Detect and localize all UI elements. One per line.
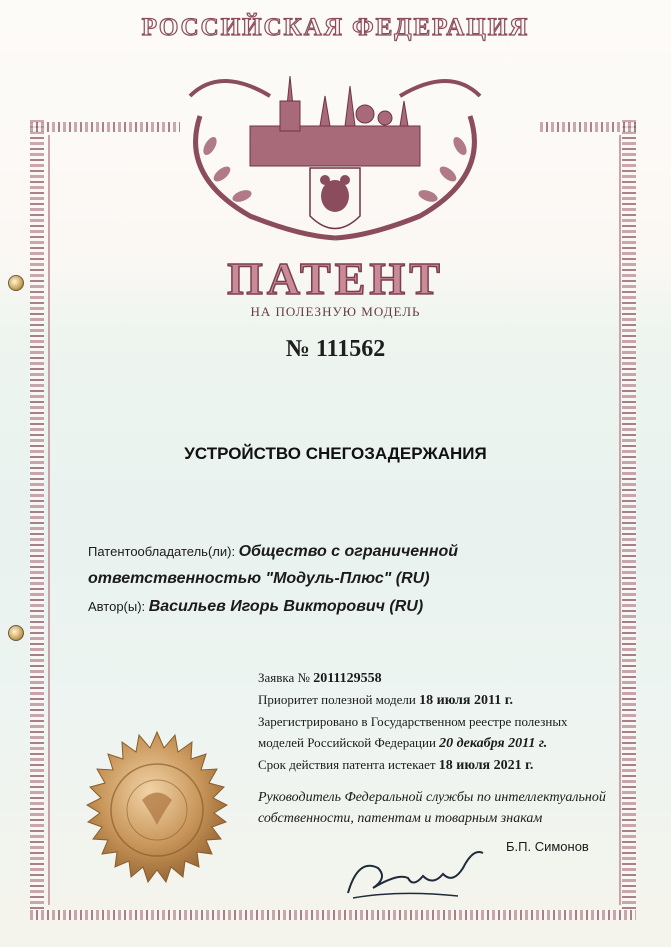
kremlin-wreath-emblem-icon <box>160 56 510 246</box>
application-line <box>258 667 618 689</box>
patent-holder-block <box>88 539 548 593</box>
official-title-line1: Руководитель Федеральной службы по интеллектуальной <box>258 790 606 805</box>
ornamental-border-bottom <box>30 910 636 920</box>
registered-line2: моделей Российской Федерации <box>258 735 436 750</box>
registered-line1: Зарегистрировано в Государственном реестре полезных <box>258 714 568 729</box>
gold-seal-icon <box>72 730 242 900</box>
binder-hole-icon <box>8 625 24 641</box>
application-label: Заявка № <box>258 670 310 685</box>
registered-line2-row <box>258 732 618 754</box>
patent-number: № 111562 <box>285 336 386 362</box>
document-subtitle: НА ПОЛЕЗНУЮ МОДЕЛЬ <box>250 304 421 319</box>
document-type-heading: ПАТЕНТ <box>227 253 444 304</box>
border-line-left <box>48 135 50 905</box>
holder-value-line1: Общество с ограниченной <box>238 543 459 560</box>
expiry-date: 18 июля 2021 г. <box>438 758 534 773</box>
official-title-line2: собственности, патентам и товарным знакам <box>258 811 543 826</box>
priority-date: 18 июля 2011 г. <box>419 693 513 708</box>
handwritten-signature-icon <box>338 838 488 908</box>
official-title <box>258 787 628 829</box>
author-value: Васильев Игорь Викторович (RU) <box>148 598 424 615</box>
signer-name: Б.П. Симонов <box>506 839 589 854</box>
registration-details <box>258 667 618 776</box>
country-heading: РОССИЙСКАЯ ФЕДЕРАЦИЯ <box>141 14 530 41</box>
author-label: Автор(ы): <box>88 599 146 614</box>
priority-label: Приоритет полезной модели <box>258 692 416 707</box>
expiry-label: Срок действия патента истекает <box>258 757 436 772</box>
application-number: 2011129558 <box>313 671 382 686</box>
holder-label: Патентообладатель(ли): <box>88 544 236 559</box>
ornamental-border-left <box>30 120 44 910</box>
ornamental-border-top-left <box>30 122 180 132</box>
ornamental-border-top-right <box>540 122 636 132</box>
registered-date: 20 декабря 2011 г. <box>439 736 548 751</box>
author-block <box>88 598 558 616</box>
invention-title: УСТРОЙСТВО СНЕГОЗАДЕРЖАНИЯ <box>184 444 487 463</box>
holder-value-line2: ответственностью "Модуль-Плюс" (RU) <box>88 570 430 587</box>
priority-line <box>258 689 618 711</box>
expiry-line <box>258 754 618 776</box>
